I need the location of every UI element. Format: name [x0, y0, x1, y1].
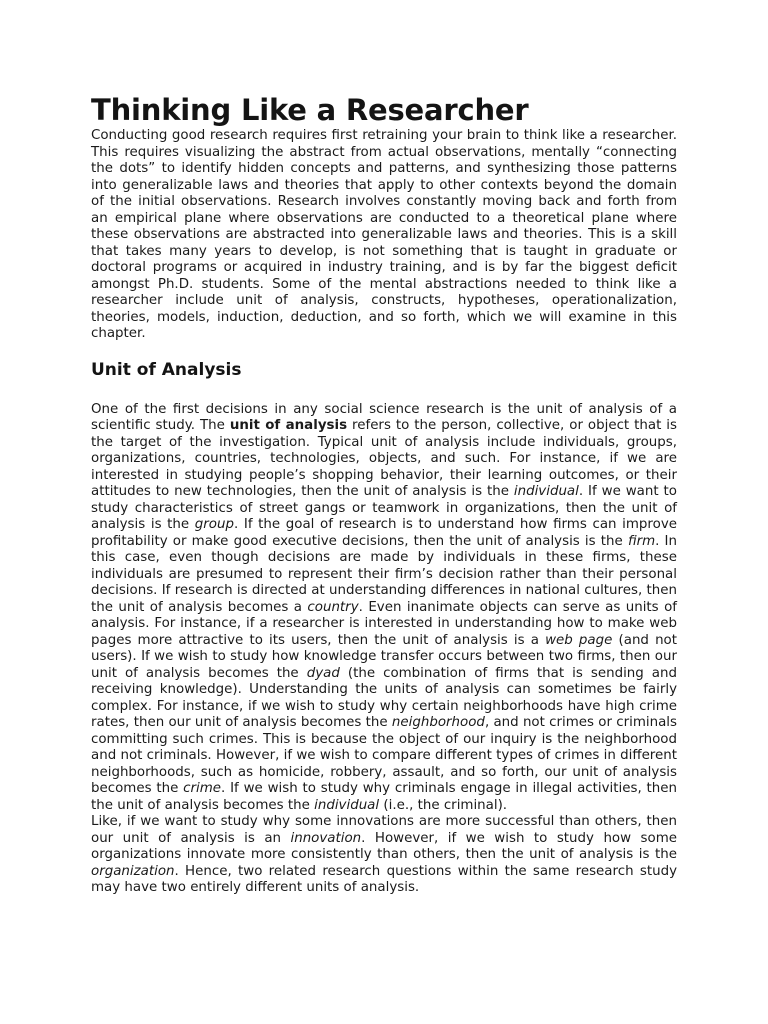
italic-term: neighborhood [391, 715, 485, 730]
paragraph-text: . However, if we wish to study how some organizations innovate more consistently than others, then the unit of analysis is the [91, 830, 677, 862]
italic-term: firm [627, 533, 656, 549]
italic-term: web page [545, 632, 613, 648]
paragraph-text: . If we wish to study why criminals engage in illegal activities, then the unit of analysis becomes the [91, 781, 677, 813]
unit-of-analysis-paragraph-1 [91, 402, 677, 815]
paragraph-text: . If we want to study characteristics of street gangs or teamwork in organizations, then the unit of analysis is the [91, 484, 677, 532]
paragraph-text: , and not crimes or criminals committing such crimes. This is because the object of our inquiry is the neighborhood and not criminals. However, if we wish to compare different types of crimes in different neighborhoods, such as homicide, robbery, assault, and so forth, our unit of analysis becomes the [91, 715, 677, 796]
italic-term: dyad [306, 665, 340, 681]
paragraph-text: . Hence, two related research questions within the same research study may have two entirely different units of analysis. [91, 863, 677, 895]
paragraph-text: . If the goal of research is to understand how firms can improve profitability or make good executive decisions, then the unit of analysis is the [91, 517, 677, 549]
unit-of-analysis-paragraph-2 [91, 814, 677, 897]
paragraph-text: . In this case, even though decisions are made by individuals in these firms, these individuals are presumed to represent their firm’s decision rather than their personal decisions. If research is directed at understanding differences in national cultures, then the unit of analysis becomes a [91, 533, 677, 615]
paragraph-text: Like, if we want to study why some innovations are more successful than others, then our unit of analysis is an [91, 814, 677, 846]
italic-term: country [307, 599, 359, 615]
italic-term: group [194, 517, 234, 532]
italic-term: crime [183, 781, 222, 796]
document-page [91, 92, 677, 897]
italic-term: individual [513, 484, 579, 499]
paragraph-text: . Even inanimate objects can serve as units of analysis. For instance, if a researcher is interested in understanding how to make web pages more attractive to its users, then the unit of analysis is a [91, 599, 678, 648]
paragraph-text: (and not users). If we wish to study how knowledge transfer occurs between two firms, then our unit of analysis becomes the [91, 632, 678, 681]
paragraph-text: (i.e., the criminal). [379, 797, 508, 813]
paragraph-text: One of the first decisions in any social science research is the unit of analysis of a scientific study. The [91, 401, 677, 433]
document-title: Thinking Like a Researcher [91, 93, 529, 127]
paragraph-text: (the combination of firms that is sending and receiving knowledge). Understanding the units of analysis can sometimes be fairly complex. For instance, if we wish to study why certain neighborhoods have high crime rates, then our unit of analysis becomes the [91, 665, 677, 730]
italic-term: organization [91, 863, 175, 879]
bold-term: unit of analysis [229, 418, 348, 433]
italic-term: innovation [290, 830, 362, 846]
intro-paragraph: Conducting good research requires first retraining your brain to think like a researcher. This requires visualizing the abstract from actual observations, mentally “connecting the dots” to identify hidden concepts and patterns, and synthesizing those patterns into generalizable laws and theories that apply to other contexts beyond the domain of the initial observations. Research involves constantly moving back and forth from an empirical plane where observations are conducted to a theoretical plane where these observations are abstracted into generalizable laws and theories. This is a skill that takes many years to develop, is not something that is taught in graduate or doctoral programs or acquired in industry training, and is by far the biggest deficit amongst Ph.D. students. Some of the mental abstractions needed to think like a researcher include unit of analysis, constructs, hypotheses, operationalization, theories, models, induction, deduction, and so forth, which we will examine in this chapter. [91, 128, 677, 341]
italic-term: individual [314, 797, 380, 813]
paragraph-text: refers to the person, collective, or object that is the target of the investigation. Typical unit of analysis include individuals, groups, organizations, countries, technologies, objects, and such. For instance, if we are interested in studying people’s shopping behavior, their learning outcomes, or their attitudes to new technologies, then the unit of analysis is the [91, 418, 677, 499]
section-heading: Unit of Analysis [91, 359, 242, 380]
